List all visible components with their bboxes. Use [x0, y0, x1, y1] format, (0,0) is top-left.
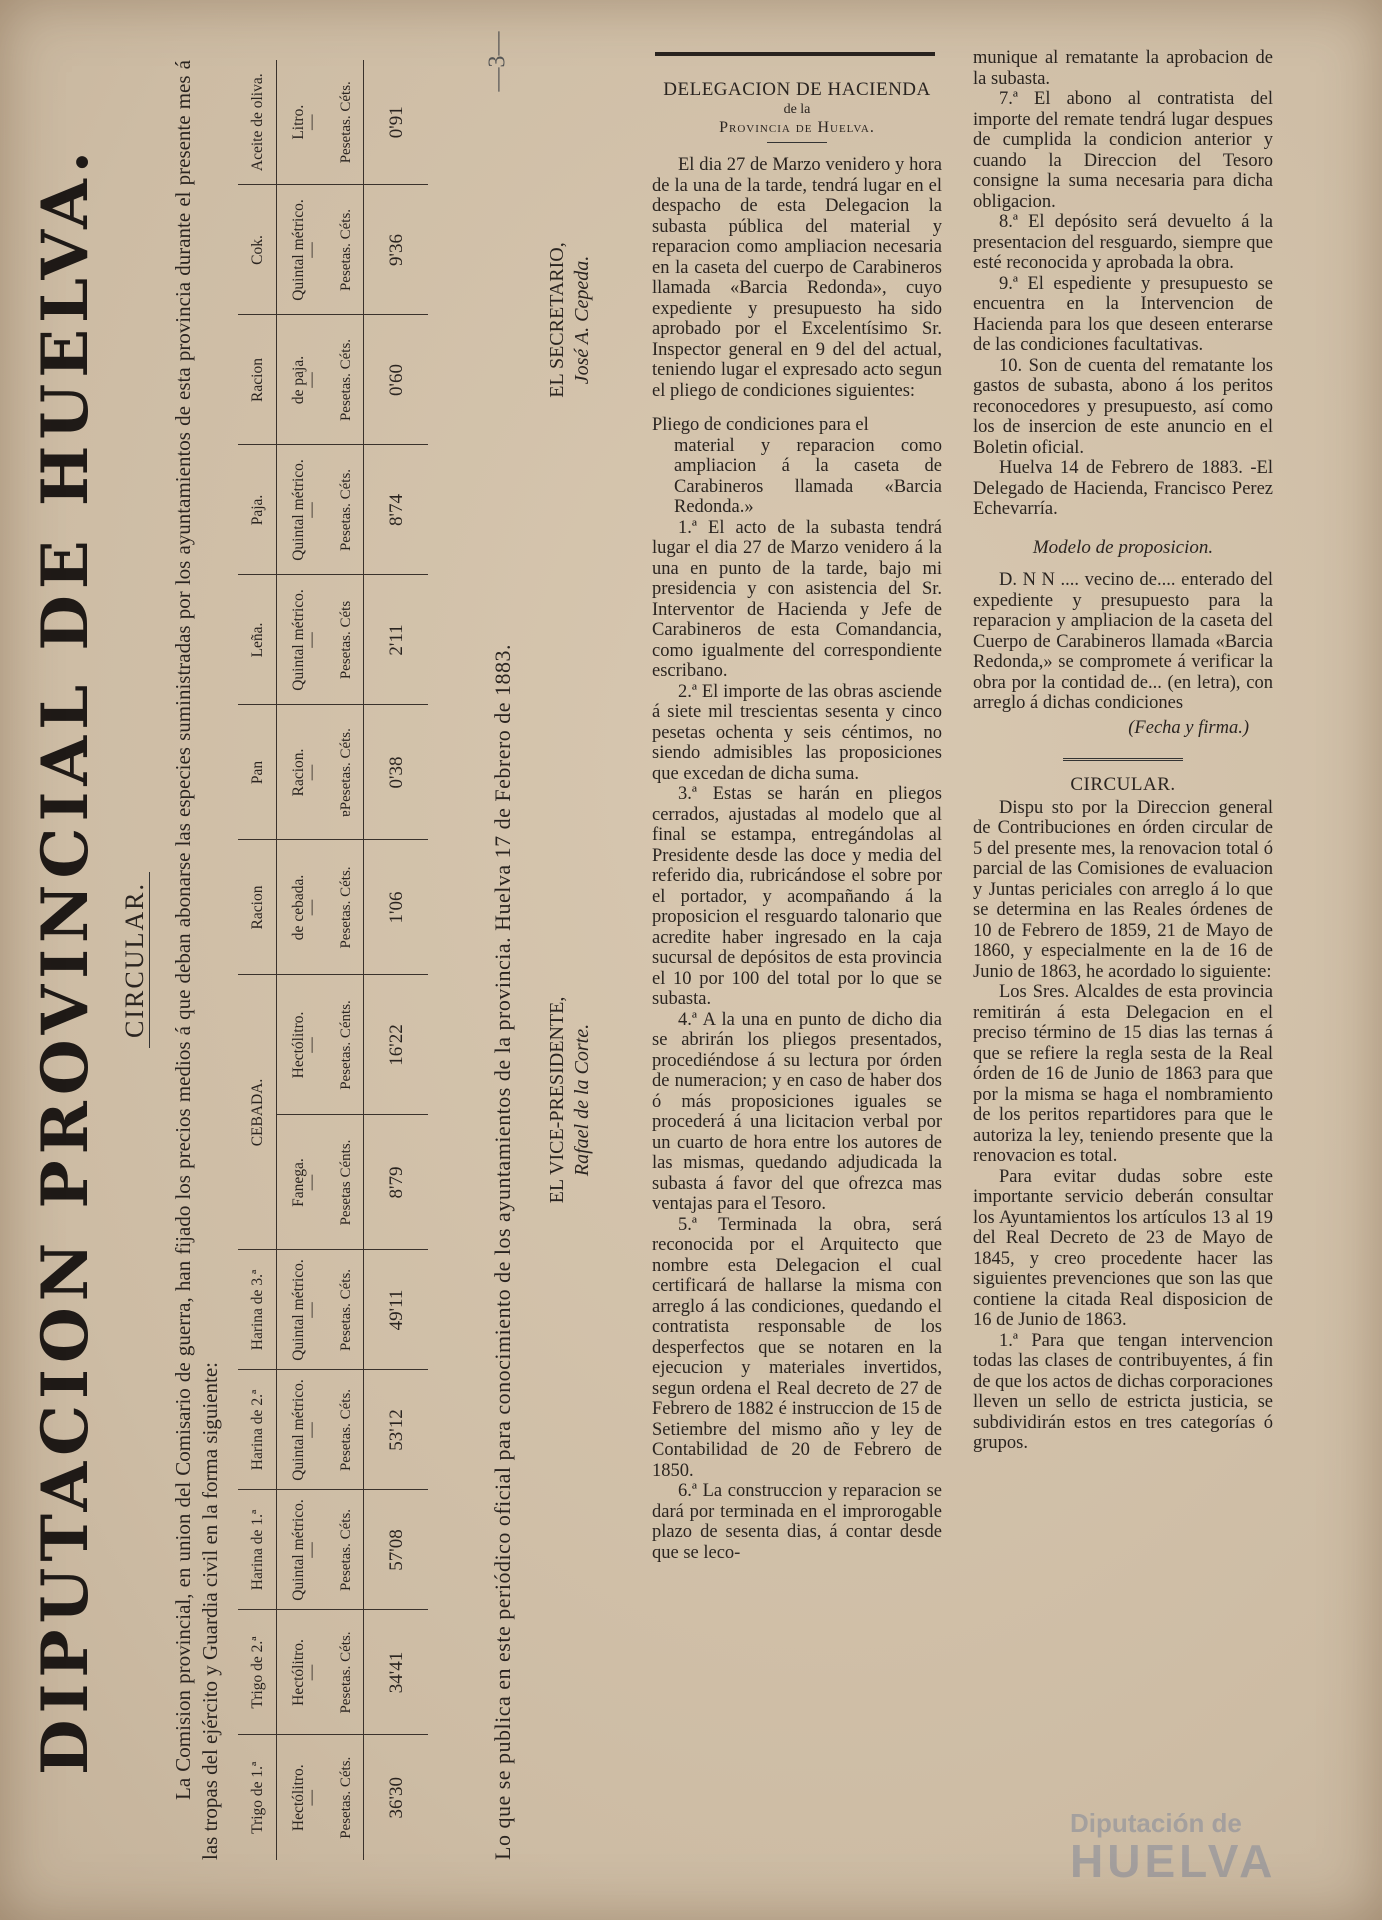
table-currency: Pesetas. Céts.	[329, 1735, 364, 1860]
table-value: 57'08	[364, 1490, 429, 1610]
condition: 1.ª El acto de la subasta tendrá lugar el dia 27 de Marzo venidero á la una en punto de la tarde, bajo mi presidencia y con asistencia del Sr. Interventor de Hacienda y Jefe de Carabineros de esta Comandancia, como igualmente del correspondiente escribano.	[652, 517, 942, 681]
page-mark: —3—	[484, 31, 511, 92]
condition: 4.ª A la una en punto de dicho dia se abrirán los pliegos presentados, procediéndose á su lectura por órden de numeracion; y en caso de haber dos ó más proposiciones iguales se procederá á una licitacion verbal por un cuarto de hora entre los autores de las mismas, quedando adjudicada la subasta á favor del que ofrezca mas ventajas para el Tesoro.	[652, 1009, 942, 1214]
table-unit: de paja. —	[277, 315, 330, 445]
table-header: Aceite de oliva.	[238, 60, 277, 185]
condition: 8.ª El depósito será devuelto á la presentacion del resguardo, siempre que esté reconocida y aprobada la obra.	[973, 212, 1273, 273]
watermark-line: Diputación de	[1070, 1808, 1242, 1838]
table-header: Trigo de 2.ª	[238, 1610, 277, 1735]
table-unit: Quintal métrico. —	[277, 445, 330, 575]
table-header: Leña.	[238, 575, 277, 705]
paragraph: 1.ª Para que tengan intervencion todas las clases de contribuyentes, á fin de que los actos de dichas corporaciones lleven un sello de estricta justicia, se subdividirán estos en tres categorías ó grupos.	[973, 1330, 1274, 1453]
paragraph: Para evitar dudas sobre este importante servicio deberán consultar los Ayuntamientos los artículos 13 al 19 del Real Decreto de 23 de Mayo de 1845, y creo procedente hacer las siguientes prevenciones que son las que contiene la citada Real disposicion de 16 de Junio de 1863.	[973, 1166, 1273, 1330]
pliego-line: material y reparacion como ampliacion á la caseta de Carabineros llamada «Barcia Redonda.»	[674, 435, 942, 517]
secretary-signature	[545, 140, 595, 500]
table-unit: Racion. —	[277, 705, 330, 840]
table-currency: Pesetas Cénts.	[329, 1115, 364, 1250]
condition: 3.ª Estas se harán en pliegos cerrados, ajustadas al modelo que al final se estampa, entregándolas al Presidente desde las doce y media del referido dia, rubricándose el sobre por el portador, y acompañando á la proposicion el resguardo talonario que acredite haber ingresado en la caja sucursal de depósitos de esta provincia el 10 por 100 del total por lo que se subasta.	[652, 784, 942, 1009]
condition: 5.ª Terminada la obra, será reconocida por el Arquitecto que nombre esta Delegacion el cual certificará de hallarse la misma con arreglo á las condiciones, quedando el contratista responsable de los desperfectos que se notaren en la ejecucion y materiales invertidos, segun ordena el Real decreto de 27 de Febrero de 1882 é instruccion de 15 de Setiembre del mismo año y ley de Contabilidad de 20 de Febrero de 1850.	[652, 1214, 942, 1481]
table-header: Cok.	[238, 185, 277, 315]
dateline: Huelva 14 de Febrero de 1883. -El Delegado de Hacienda, Francisco Perez Echevarría.	[973, 458, 1273, 519]
table-unit: Hectólitro. —	[277, 975, 330, 1115]
paragraph: Dispu sto por la Direccion general de Contribuciones en órden circular de 5 del presente mes, la renovacion total ó parcial de las Comisiones de evaluacion y Juntas periciales con arreglo á lo que se determina en las Reales órdenes de 10 de Febrero de 1859, 21 de Mayo de 1860, y especialmente en la de 16 de Junio de 1863, he acordado lo siguiente:	[973, 797, 1273, 982]
firma-line: (Fecha y firma.)	[1128, 717, 1249, 738]
table-currency-row	[329, 60, 364, 1860]
table-header: Paja.	[238, 445, 277, 575]
table-currency: Pesetas. Céts.	[329, 445, 364, 575]
circular-heading: CIRCULAR.	[1070, 774, 1176, 795]
condition: 6.ª La construccion y reparacion se dará por terminada en el improrogable plazo de sesenta dias, á contar desde que se leco-	[652, 1481, 942, 1563]
table-value: 0'91	[385, 106, 407, 139]
pliego-line: Pliego de condiciones para el	[652, 415, 869, 435]
table-value: 0'60	[364, 315, 429, 445]
table-header: Trigo de 1.ª	[238, 1735, 277, 1860]
page-title: DIPUTACION PROVINCIAL DE HUELVA.	[28, 144, 103, 1776]
watermark	[1070, 1808, 1277, 1887]
intro-paragraph: La Comision provincial, en union del Comisario de guerra, han fijado los precios medios á que deban abonarse las especies suministradas por los ayuntamientos de esta provincia durante el presente mes á las tropas del ejército y Guardia civil en la forma siguiente:	[171, 60, 222, 1860]
table-header: Racion	[238, 315, 277, 445]
table-header: Harina de 3.ª	[238, 1250, 277, 1370]
watermark-line: HUELVA	[1070, 1835, 1277, 1887]
section-heading-province: Provincia de Huelva.	[719, 118, 875, 136]
condition: 7.ª El abono al contratista del importe del remate tendrá lugar despues de cumplida la condicion anterior y cuando la Direccion del Tesoro consigne la suma necesaria para dicha obligacion.	[973, 89, 1273, 212]
section-heading: DELEGACION DE HACIENDA	[663, 79, 931, 100]
table-value: 49'11	[364, 1250, 429, 1370]
table-currency: Pesetas. Céts.	[329, 1250, 364, 1370]
paragraph: munique al rematante la aprobacion de la subasta.	[973, 48, 1273, 89]
table-unit: Hectólitro. —	[277, 1610, 330, 1735]
closing-line: Lo que se publica en este periódico oficial para conocimiento de los ayuntamientos de la provincia. Huelva 17 de Febrero de 1883.	[490, 643, 515, 1860]
table-value-row	[364, 60, 429, 1860]
table-value: 2'11	[364, 575, 429, 705]
table-unit: Quintal métrico. —	[277, 1490, 330, 1610]
table-header: Racion	[238, 840, 277, 975]
condition: 10. Son de cuenta del rematante los gastos de subasta, abono á los peritos reconocedores y presupuesto, así como los de insercion de este anuncio en el Boletin oficial.	[973, 355, 1273, 458]
table-unit: Litro. —	[289, 104, 320, 140]
table-currency: Pesetas. Céts.	[329, 1610, 364, 1735]
signature-name: José A. Cepeda.	[571, 255, 593, 385]
table-unit-row	[277, 60, 330, 1860]
table-value: 8'79	[364, 1115, 429, 1250]
circular-heading	[120, 60, 150, 1860]
circular-heading-text: CIRCULAR.	[120, 872, 150, 1048]
table-value: 1'06	[364, 840, 429, 975]
hacienda-column	[652, 50, 942, 1563]
pliego-heading	[652, 415, 942, 518]
signature-name: Rafael de la Corte.	[571, 1023, 593, 1177]
divider	[767, 142, 827, 143]
table-header: Harina de 1.ª	[238, 1490, 277, 1610]
table-currency: Pesetas. Cénts.	[329, 975, 364, 1115]
paragraph: D. N N .... vecino de.... enterado del expediente y presupuesto para la reparacion y ampliacion de la caseta del Cuerpo de Carabineros llamada «Barcia Redonda,» se compromete á verificar la obra por la contidad de... (en letra), con arreglo á dichas condiciones	[973, 570, 1273, 713]
table-unit: Quintal métrico. —	[277, 575, 330, 705]
table-currency: Pesetas. Céts.	[329, 185, 364, 315]
price-table	[238, 60, 428, 1860]
table-unit: Fanega. —	[277, 1115, 330, 1250]
table-unit: Quintal métrico. —	[277, 1250, 330, 1370]
table-header: CEBADA.	[238, 975, 277, 1250]
table-unit: Hectólitro. —	[277, 1735, 330, 1860]
table-value: 53'12	[364, 1370, 429, 1490]
condition: 9.ª El espediente y presupuesto se encuentra en la Intervencion de Hacienda para los que deseen enterarse de las condiciones facultativas.	[973, 273, 1273, 355]
table-value: 0'38	[364, 705, 429, 840]
table-value: 9'36	[364, 185, 429, 315]
table-value: 8'74	[364, 445, 429, 575]
table-header: Pan	[238, 705, 277, 840]
table-unit: Quintal métrico. —	[277, 1370, 330, 1490]
table-header-row	[238, 60, 277, 1860]
section-heading-sub: de la	[783, 101, 811, 117]
table-header: Harina de 2.ª	[238, 1370, 277, 1490]
table-currency: Pesetas. Céts.	[329, 60, 364, 185]
signature-title: EL VICE-PRESIDENTE,	[546, 996, 568, 1204]
table-currency: Pesetas. Céts.	[329, 1490, 364, 1610]
table-currency: ɐPesetas. Céts.	[329, 705, 364, 840]
modelo-heading: Modelo de proposicion.	[1032, 536, 1214, 558]
table-currency: Pesetas. Céts	[329, 575, 364, 705]
table-value: 16'22	[364, 975, 429, 1115]
table-unit: Quintal métrico. —	[277, 185, 330, 315]
signature-title: EL SECRETARIO,	[546, 242, 568, 398]
table-value: 36'30	[364, 1735, 429, 1860]
table-unit: de cebada. —	[277, 840, 330, 975]
right-column	[973, 48, 1273, 1454]
rotated-section	[20, 0, 620, 1860]
paragraph: Los Sres. Alcaldes de esta provincia remitirán á esta Delegacion en el preciso término de 15 dias las ternas á que se refiere la regla sesta de la Real órden de 16 de Junio de 1863 para que por la misma se haga el nombramiento de los peritos repartidores para que le autoriza la ley, teniendo presente que la renovacion es total.	[973, 982, 1273, 1166]
table-value: 34'41	[364, 1610, 429, 1735]
divider	[1063, 758, 1183, 761]
table-currency: Pesetas. Céts.	[329, 1370, 364, 1490]
paragraph: El dia 27 de Marzo venidero y hora de la una de la tarde, tendrá lugar en el despacho de esta Delegacion la subasta pública del material y reparacion como ampliacion necesaria en la caseta del cuerpo de Carabineros llamada «Barcia Redonda», cuyo expediente y presupuesto ha sido aprobado por el Excelentísimo Sr. Inspector general en 9 del del actual, teniendo lugar el expresado acto segun el pliego de condiciones siguientes:	[652, 155, 942, 401]
table-currency: Pesetas. Céts.	[329, 840, 364, 975]
table-currency: Pesetas. Céts.	[329, 315, 364, 445]
vice-president-signature	[545, 920, 595, 1280]
condition: 2.ª El importe de las obras asciende á siete mil trescientas sesenta y cinco pesetas ochenta y seis céntimos, no siendo admisibles las proposiciones que excedan de dicha suma.	[652, 681, 942, 784]
